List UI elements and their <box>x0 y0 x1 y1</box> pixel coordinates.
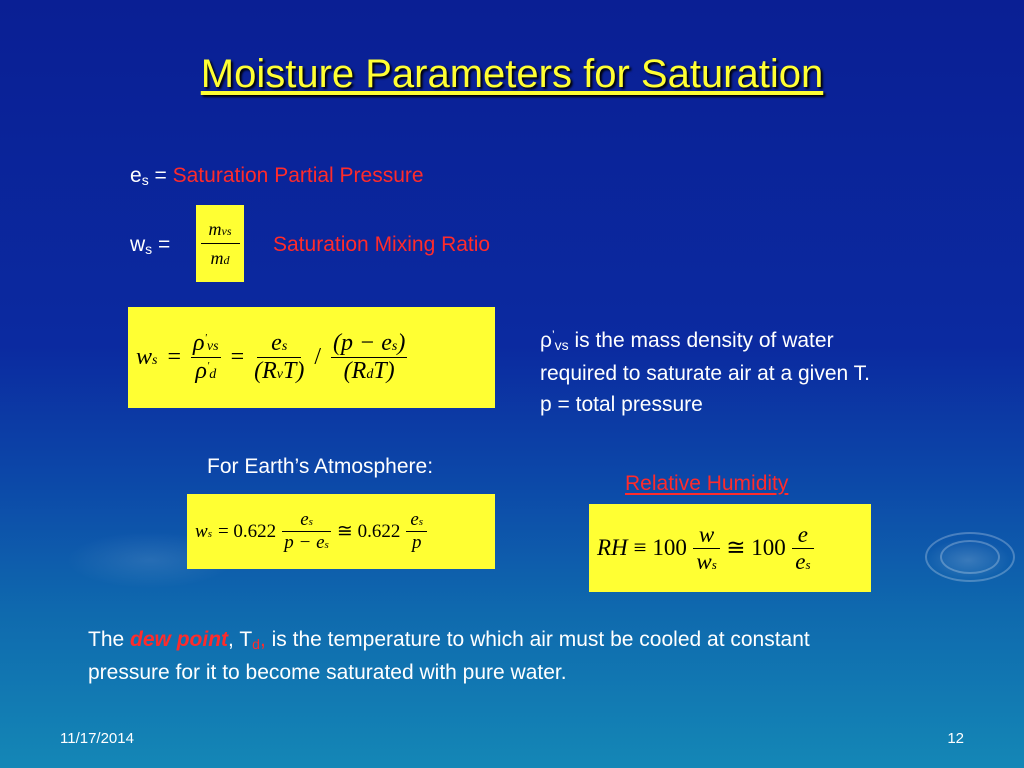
earth-label: For Earth’s Atmosphere: <box>207 455 434 478</box>
earth-fraction-2 <box>406 509 427 554</box>
rh-approx: ≅ 100 <box>726 535 786 560</box>
earth-ws-sub: s <box>207 527 212 540</box>
dew-pre: The <box>88 628 131 651</box>
rho-den-prime: ' <box>206 360 210 372</box>
rho-sub: vs <box>554 337 569 353</box>
f2-den-tail: T) <box>373 358 395 384</box>
ws-frac-num: m <box>208 218 222 239</box>
rho-den: ρ <box>195 358 207 384</box>
rh-den2: e <box>795 548 806 574</box>
f2-den: (R <box>343 358 367 384</box>
ws-eq: = <box>152 233 171 256</box>
f2-den-sub: d <box>366 367 374 382</box>
rho-num-sub: vs <box>206 339 219 354</box>
rho-desc-1: is the mass density of water <box>568 329 834 352</box>
dew-comma: , T <box>228 628 253 651</box>
earth-num2: e <box>410 509 419 530</box>
ws-frac-num-sub: vs <box>221 223 232 238</box>
rho-fraction <box>191 330 221 385</box>
eq-equals: = <box>167 344 182 370</box>
f2-num-sub: s <box>391 339 398 354</box>
slide-number: 12 <box>947 730 964 747</box>
rh-fraction-1 <box>693 522 720 575</box>
eq-slash: / <box>314 344 322 370</box>
dew-point-paragraph <box>88 624 988 688</box>
ws-line <box>130 233 170 257</box>
earth-ws: w <box>195 520 208 542</box>
earth-den2: p <box>411 532 422 553</box>
eq-ws-sub: s <box>152 353 158 368</box>
f2-num-tail: ) <box>397 330 406 356</box>
earth-num: e <box>300 509 309 530</box>
ws-sub: s <box>145 241 153 257</box>
ws-fraction-box <box>196 205 244 282</box>
eq-ws: w <box>136 344 153 370</box>
eq-equals-2: = <box>230 344 245 370</box>
es-label: e <box>130 164 142 187</box>
rh-equation-box <box>589 504 871 592</box>
earth-num-sub: s <box>308 516 313 528</box>
ripple-decoration <box>925 532 1015 582</box>
ws-definition: Saturation Mixing Ratio <box>273 233 491 256</box>
es-line <box>130 164 424 188</box>
es-eq: = <box>148 164 173 187</box>
dew-post: is the temperature to which air must be cooled at constant <box>265 628 810 651</box>
f1-den-sub: v <box>276 367 283 382</box>
rh-den: w <box>696 548 712 574</box>
earth-num2-sub: s <box>418 516 424 528</box>
main-equation <box>136 330 407 385</box>
earth-equation-box <box>187 494 495 569</box>
f1-den-tail: T) <box>283 358 305 384</box>
earth-approx: ≅ 0.622 <box>336 521 401 542</box>
dew-comma2: , <box>259 628 266 651</box>
vapor-fraction <box>254 330 304 385</box>
f2-num: (p − e <box>333 330 392 356</box>
earth-equation <box>195 509 427 554</box>
earth-den-sub: s <box>324 539 329 551</box>
f1-num: e <box>271 330 282 356</box>
rho-prime: ’ <box>551 328 555 342</box>
f1-num-sub: s <box>281 339 288 354</box>
ws-frac-den-sub: d <box>223 252 230 267</box>
dry-fraction <box>331 330 407 385</box>
slide-date: 11/17/2014 <box>60 730 134 747</box>
rho-num: ρ <box>193 330 205 356</box>
rh-den2-sub: s <box>805 556 811 572</box>
rh-lhs: RH <box>597 535 628 560</box>
rh-label: Relative Humidity <box>625 472 789 495</box>
earth-fraction-1 <box>282 509 331 554</box>
rh-den-sub: s <box>711 556 717 572</box>
dew-sub: d <box>252 636 260 652</box>
earth-den: p − e <box>284 532 325 553</box>
ws-fraction <box>201 219 240 269</box>
main-equation-box <box>128 307 495 408</box>
f1-den: (R <box>254 358 277 384</box>
rh-fraction-2 <box>792 522 814 575</box>
earth-eq: = 0.622 <box>217 520 277 542</box>
p-description: p = total pressure <box>540 393 703 416</box>
rho-den-sub: d <box>209 367 217 382</box>
page-title: Moisture Parameters for Saturation <box>200 52 824 96</box>
rh-num2: e <box>792 522 814 549</box>
rho-desc-2: required to saturate air at a given T. <box>540 362 870 385</box>
rh-equation <box>597 522 814 575</box>
es-definition: Saturation Partial Pressure <box>172 164 424 187</box>
rho-symbol: ρ <box>540 329 552 352</box>
ws-label: w <box>130 233 146 256</box>
ws-frac-den: m <box>210 247 224 268</box>
es-sub: s <box>141 172 149 188</box>
rho-description <box>540 320 870 420</box>
rho-num-prime: ' <box>204 332 207 344</box>
dew-term: dew point <box>130 628 229 651</box>
dew-line-2: pressure for it to become saturated with pure water. <box>88 661 567 684</box>
rh-eq: ≡ 100 <box>633 535 687 560</box>
rh-num: w <box>693 522 720 549</box>
